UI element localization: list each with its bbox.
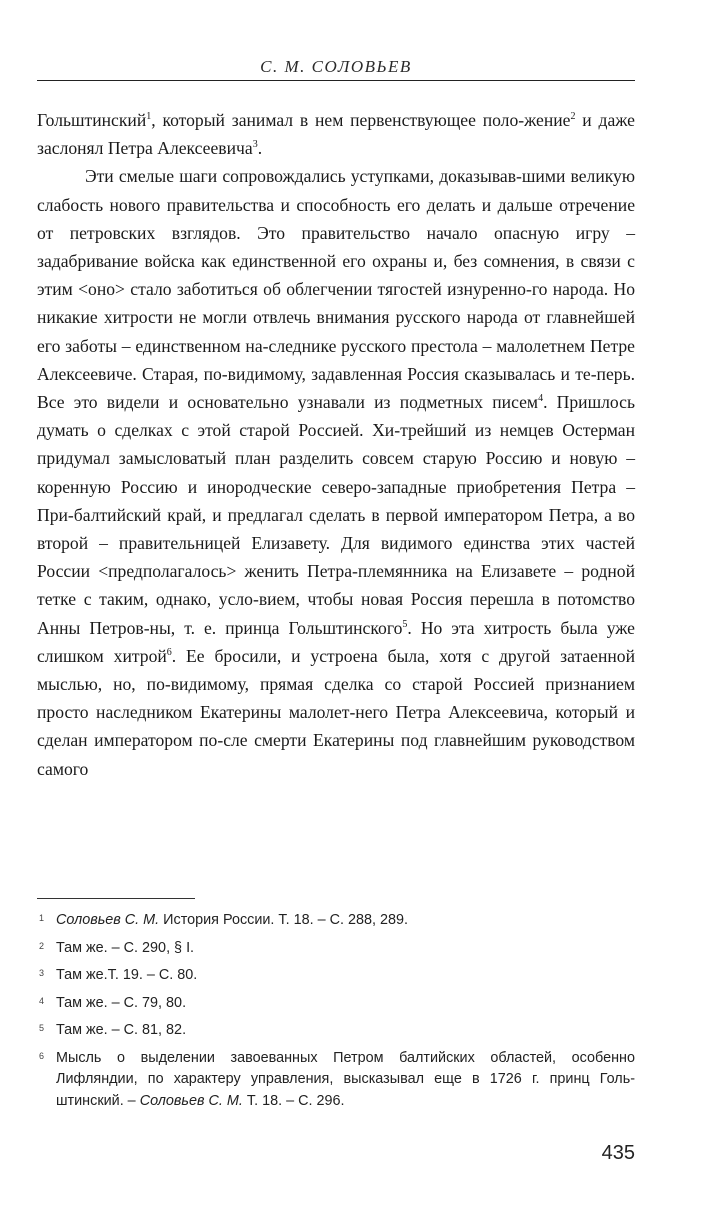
footnote-1: 1 Соловьев С. М. История России. Т. 18. – С. 288, 289.: [39, 912, 409, 928]
footnote-ref-3[interactable]: 3: [252, 139, 258, 151]
footnote-rule: [37, 898, 195, 899]
footnote-6: 6 Мысль о выделении завоеванных Петром балтийских областей, особенно Лифляндии, по характеру управления, высказывал еще в 1726 г. принц Голь-штинский. – Соловьев С. М. Т. 18. – С. 296.: [39, 1049, 635, 1109]
footnote-ref-4[interactable]: 4: [538, 393, 544, 405]
footnote-4: 4 Там же. – С. 79, 80.: [39, 994, 187, 1011]
footnote-ref-2[interactable]: 2: [570, 111, 576, 122]
paragraph-2: Эти смелые шаги сопровождались уступками, доказывав-шими великую слабость нового правительства и способность его делать и дальше отречение от петровских взглядов. Это правительство начало опасную игру – задабривание войска как единственной его охраны и, без сомнения, в связи с этим <оно> стало заботиться об облегчении тягостей изнуренно-го народа. Но никакие хитрости не могли отвлечь внимания русского народа от главнейшей его заботы – единственном на-следнике русского престола – малолетнем Петре Алексеевиче. Старая, по-видимому, задавленная Россия сказывалась и те-перь. Все это видели и основательно узнавали из подметных писем$^4$. Пришлось думать о сделках с этой старой Россией. Хи-трейший из немцев Остерман придумал замысловатый план разделить совсем старую Россию и новую – коренную Россию и инородческие северо-западные приобретения Петра – При-балтийский край, и предлагал сделать в первой императором Петра, а во второй – правительницей Елизавету. Для видимого единства этих частей России <предполагалось> женить Петра-племянника на Елизавете – родной тетке с таким, однако, усло-вием, чтобы новая Россия перешла в потомство Анны Петров-ны, т. е. принца Гольштинского$^5$. Но эта хитрость была уже слишком хитрой$^6$. Ее бросили, и устроена была, хотя с другой затаенной мыслью, но, по-видимому, прямая сделка со старой Россией признанием просто наследником Екатерины малолет-него Петра Алексеевича, который и сделан императором по-сле смерти Екатерины под главнейшим руководством самого: [37, 166, 636, 779]
paragraph-1: Гольштинский$^1$, который занимал в нем первенствующее поло-жение$^2$ и даже заслонял Петра Алексеевича$^3$.: [37, 110, 635, 159]
page-number: 435: [601, 1142, 635, 1164]
footnote-ref-5[interactable]: 5: [402, 618, 408, 630]
footnote-2: 2 Там же. – С. 290, § I.: [39, 939, 195, 956]
footnote-author: Соловьев С. М.: [56, 912, 160, 928]
footnote-ref-6[interactable]: 6: [166, 646, 172, 658]
running-head: С. М. СОЛОВЬЕВ: [260, 57, 412, 76]
footnote-3: 3 Там же.Т. 19. – С. 80.: [39, 967, 198, 983]
footnotes: [37, 910, 635, 1118]
footnote-ref-1[interactable]: 1: [146, 111, 152, 122]
footnote-5: 5 Там же. – С. 81, 82.: [39, 1022, 187, 1038]
header-rule: [37, 80, 635, 81]
footnote-author: Соловьев С. М.: [139, 1092, 243, 1109]
main-text: [37, 106, 635, 783]
